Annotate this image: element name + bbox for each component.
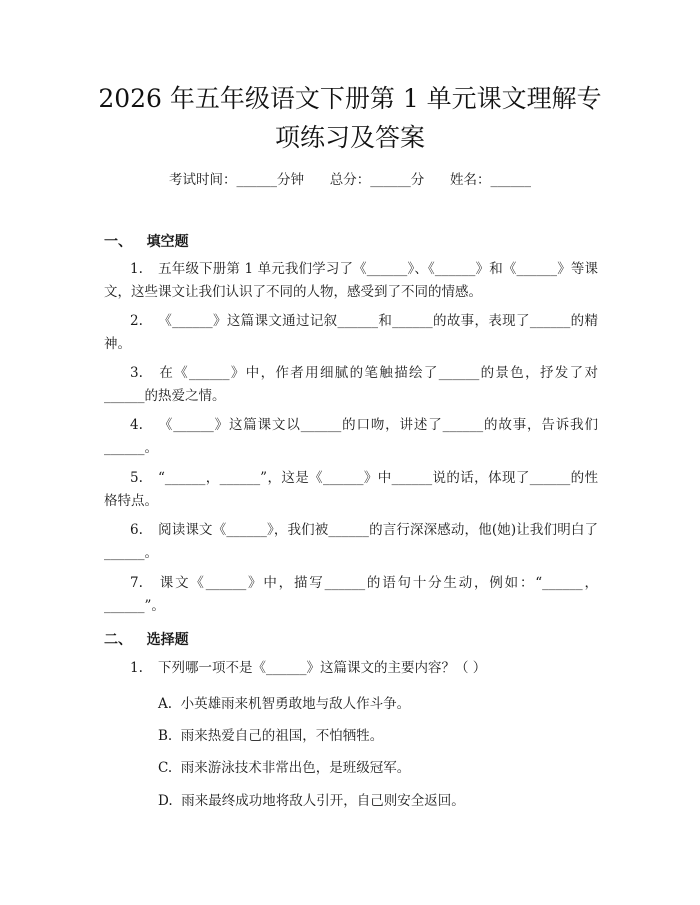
- question-text: “______，______”，这是《______》中______说的话，体现了______的性格特点。: [104, 470, 598, 509]
- fill-blank-question-3: [104, 362, 598, 408]
- question-text: 下列哪一项不是《______》这篇课文的主要内容？（ ）: [158, 660, 487, 676]
- question-number: 1.: [130, 261, 143, 277]
- question-number: 6.: [130, 522, 143, 538]
- fill-blank-question-5: [104, 467, 598, 513]
- question-number: 3.: [130, 365, 143, 381]
- question-text: 阅读课文《______》，我们被______的言行深深感动，他(她)让我们明白了______。: [104, 522, 598, 561]
- fill-blank-question-1: [104, 258, 598, 304]
- question-number: 1.: [130, 660, 143, 676]
- question-number: 7.: [130, 575, 143, 591]
- question-text: 课文《______》中，描写______的语句十分生动，例如：“______，______”。: [104, 575, 598, 614]
- fill-blank-question-7: [104, 572, 598, 618]
- choice-option-b: B. 雨来热爱自己的祖国，不怕牺牲。: [158, 728, 384, 744]
- question-text: 五年级下册第 1 单元我们学习了《______》、《______》和《______》等课文，这些课文让我们认识了不同的人物，感受到了不同的情感。: [104, 261, 598, 300]
- choice-question-1: [104, 657, 598, 680]
- choice-option-c: C. 雨来游泳技术非常出色，是班级冠军。: [158, 760, 411, 776]
- fill-blank-question-2: [104, 310, 598, 356]
- document-title-line-1: 2026 年五年级语文下册第 1 单元课文理解专: [98, 84, 602, 113]
- fill-blank-question-4: [104, 414, 598, 460]
- section-heading-fill-blank: 一、 填空题: [104, 234, 189, 250]
- question-text: 《______》这篇课文通过记叙______和______的故事，表现了______的精神。: [104, 313, 598, 352]
- question-text: 在《______》中，作者用细腻的笔触描绘了______的景色，抒发了对______的热爱之情。: [104, 365, 598, 404]
- exam-info-line: 考试时间：______分钟 总分：______分 姓名：______: [169, 172, 531, 188]
- question-number: 2.: [130, 313, 143, 329]
- question-number: 4.: [130, 417, 143, 433]
- question-text: 《______》这篇课文以______的口吻，讲述了______的故事，告诉我们______。: [104, 417, 598, 456]
- choice-option-d: D. 雨来最终成功地将敌人引开，自己则安全返回。: [158, 793, 465, 809]
- choice-option-a: A. 小英雄雨来机智勇敢地与敌人作斗争。: [158, 696, 411, 712]
- question-number: 5.: [130, 470, 143, 486]
- section-heading-choice: 二、 选择题: [104, 632, 189, 648]
- fill-blank-question-6: [104, 519, 598, 565]
- document-title-line-2: 项练习及答案: [274, 123, 425, 152]
